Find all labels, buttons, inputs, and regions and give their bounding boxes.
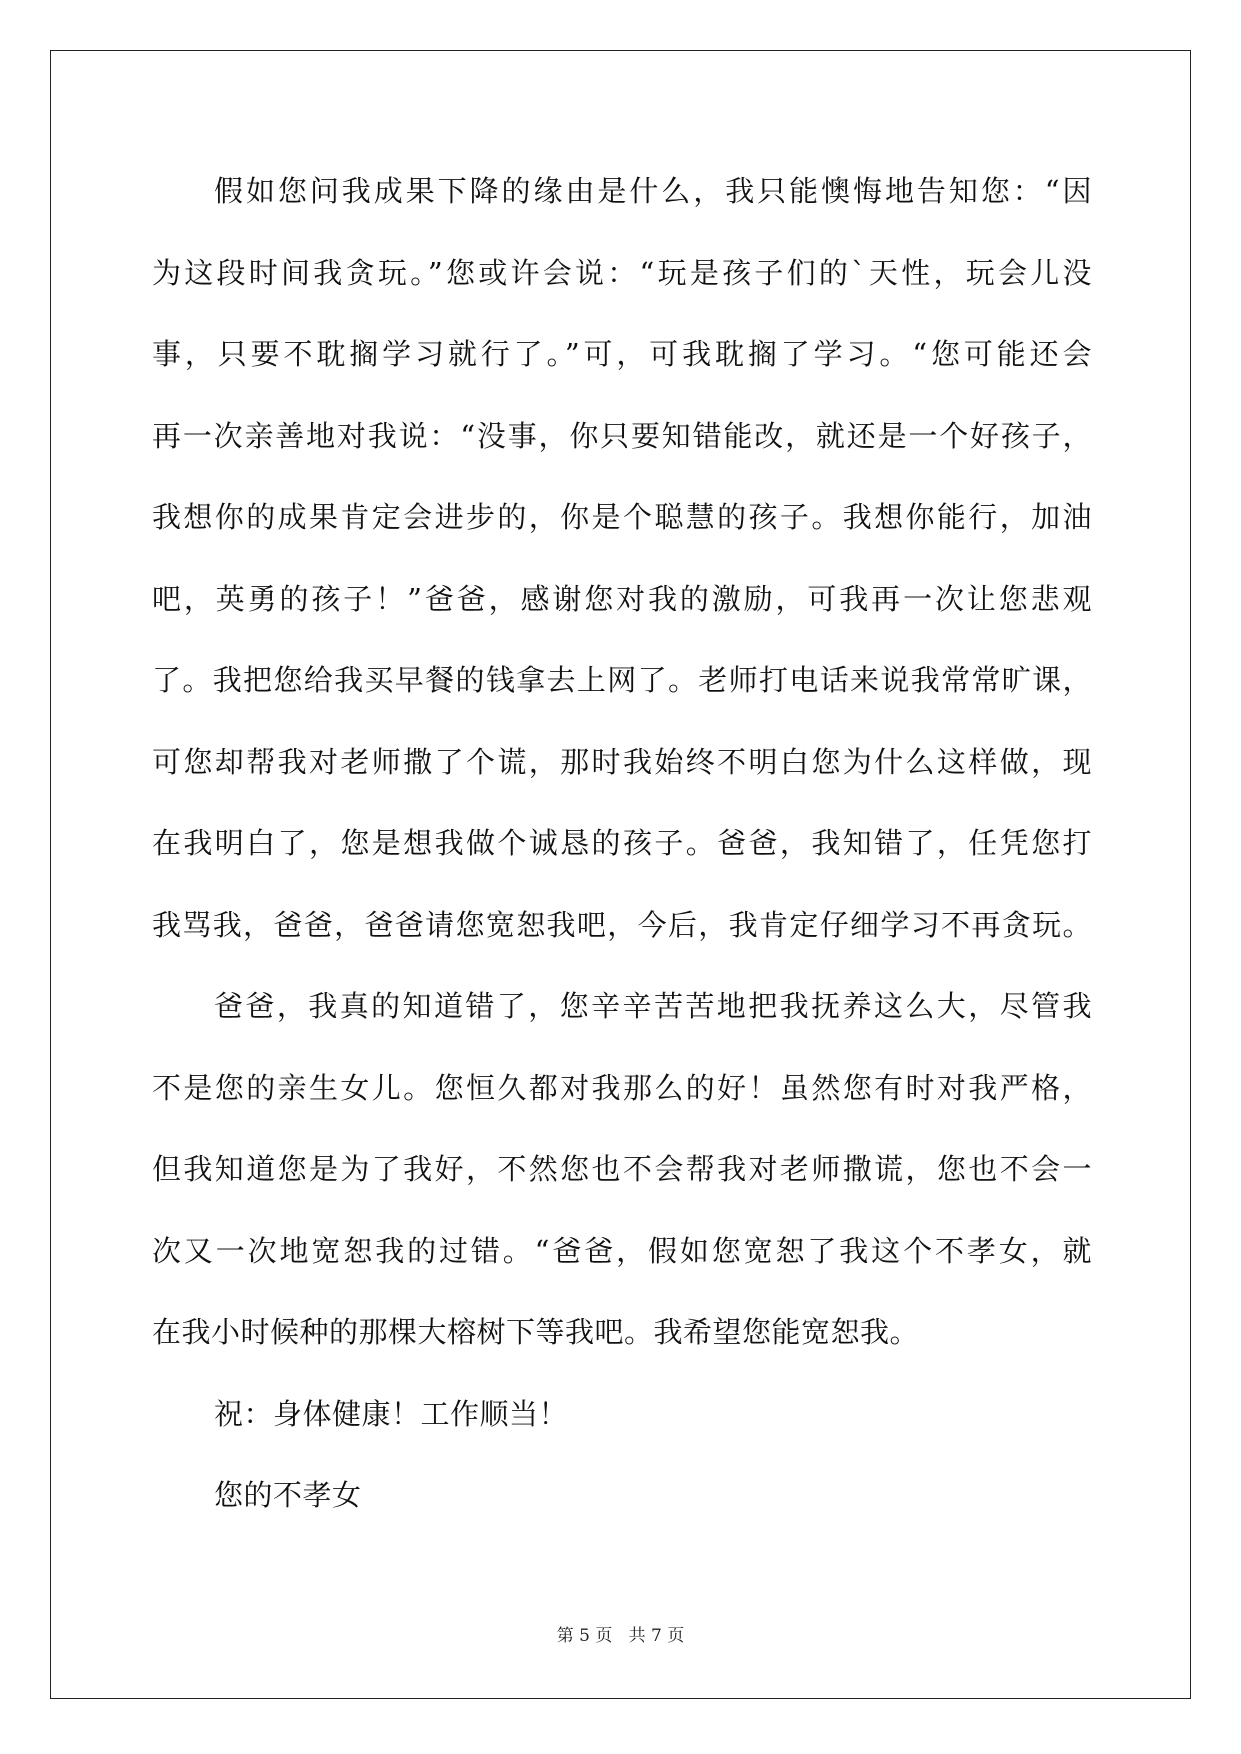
- paragraph-line: 我想你的成果肯定会进步的，你是个聪慧的孩子。我想你能行，加油: [152, 500, 1092, 534]
- paragraph-line: 事，只要不耽搁学习就行了。”可，可我耽搁了学习。“您可能还会: [152, 337, 1092, 371]
- paragraph-line: 不是您的亲生女儿。您恒久都对我那么的好！虽然您有时对我严格，: [152, 1070, 1092, 1105]
- signature-line: 您的不孝女: [214, 1478, 362, 1512]
- paragraph-line: 假如您问我成果下降的缘由是什么，我只能懊悔地告知您：“因: [214, 174, 1092, 208]
- paragraph-line: 在我明白了，您是想我做个诚恳的孩子。爸爸，我知错了，任凭您打: [152, 826, 1092, 860]
- paragraph-line: 但我知道您是为了我好，不然您也不会帮我对老师撒谎，您也不会一: [152, 1152, 1092, 1186]
- letter-body: [152, 166, 1092, 1552]
- paragraph-line: 为这段时间我贪玩。”您或许会说：“玩是孩子们的`天性，玩会儿没: [152, 255, 1092, 290]
- page-number-footer: 第 5 页 共 7 页: [556, 1626, 685, 1646]
- closing-wish: 祝：身体健康！工作顺当！: [214, 1396, 569, 1431]
- paragraph-line: 再一次亲善地对我说：“没事，你只要知错能改，就还是一个好孩子，: [152, 418, 1092, 453]
- paragraph-line: 我骂我，爸爸，爸爸请您宽恕我吧，今后，我肯定仔细学习不再贪玩。: [152, 907, 1092, 942]
- paragraph-line: 可您却帮我对老师撒了个谎，那时我始终不明白您为什么这样做，现: [152, 744, 1092, 779]
- paragraph-line: 了。我把您给我买早餐的钱拿去上网了。老师打电话来说我常常旷课，: [152, 663, 1092, 697]
- paragraph-line: 吧，英勇的孩子！”爸爸，感谢您对我的激励，可我再一次让您悲观: [152, 581, 1092, 616]
- paragraph-line: 爸爸，我真的知道错了，您辛辛苦苦地把我抚养这么大，尽管我: [214, 989, 1092, 1023]
- paragraph-line: 在我小时候种的那棵大榕树下等我吧。我希望您能宽恕我。: [152, 1315, 920, 1349]
- paragraph-line: 次又一次地宽恕我的过错。“爸爸，假如您宽恕了我这个不孝女，就: [152, 1233, 1092, 1268]
